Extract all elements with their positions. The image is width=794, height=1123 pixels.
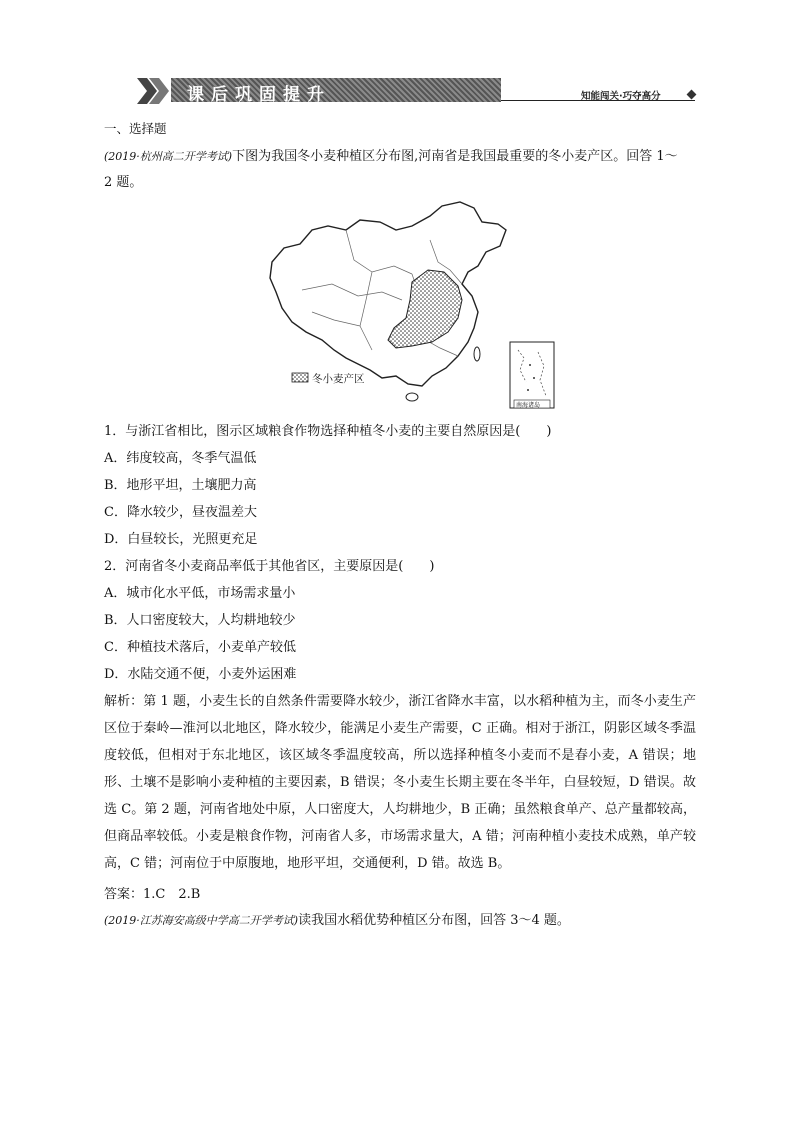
intro-line-2: 2 题。 — [104, 175, 143, 190]
intro-2-text: 读我国水稻优势种植区分布图，回答 3～4 题。 — [298, 913, 570, 928]
question-1-stem: 1．与浙江省相比，图示区域粮食作物选择种植冬小麦的主要自然原因是( ) — [104, 424, 552, 439]
question-2-option-d: D．水陆交通不便，小麦外运困难 — [104, 667, 297, 682]
section-banner — [135, 76, 695, 106]
analysis-paragraph: 解析：第 1 题，小麦生长的自然条件需要降水较少，浙江省降水丰富，以水稻种植为主，而冬小麦生产区位于秦岭—淮河以北地区，降水较少，能满足小麦生产需要，C 正确。相对于浙江，阴影区域冬季温度较低，但相对于东北地区，该区域冬季温度较高，所以选择种植冬小麦而不是春小麦，A 错误；地形、土壤不是影响小麦种植的主要因素，B 错误；冬小麦生长期主要在冬半年，白昼较短，D 错误。故选 C。第 2 题，河南省地处中原，人口密度大，人均耕地少，B 正确；虽然粮食单产、总产量都较高，但商品率较低。小麦是粮食作物，河南省人多，市场需求量大，A 错；河南种植小麦技术成熟，单产较高，C 错；河南位于中原腹地，地形平坦，交通便利，D 错。故选 B。 — [104, 694, 696, 871]
question-2-option-b: B．人口密度较大，人均耕地较少 — [104, 613, 296, 628]
map-svg — [262, 200, 558, 412]
question-1-option-d: D．白昼较长，光照更充足 — [104, 532, 258, 547]
section-heading: 一、选择题 — [104, 121, 167, 136]
answer-line: 答案：1.C 2.B — [104, 887, 201, 902]
banner-title: 课后巩固提升 — [187, 85, 331, 105]
china-winter-wheat-map — [262, 200, 558, 412]
source-citation-2: (2019·江苏海安高级中学高二开学考试) — [104, 914, 299, 927]
intro-text: 下图为我国冬小麦种植区分布图,河南省是我国最重要的冬小麦产区。回答 1～ — [232, 149, 678, 164]
source-citation: (2019·杭州高二开学考试) — [104, 150, 233, 163]
legend-swatch — [292, 373, 308, 382]
question-2-option-c: C．种植技术落后，小麦单产较低 — [104, 640, 296, 655]
question-2-option-a: A．城市化水平低，市场需求量小 — [104, 586, 296, 601]
question-1-option-b: B．地形平坦，土壤肥力高 — [104, 478, 257, 493]
question-1-option-c: C．降水较少，昼夜温差大 — [104, 505, 257, 520]
diamond-icon — [687, 90, 697, 100]
china-outline — [270, 202, 506, 386]
question-1-option-a: A．纬度较高，冬季气温低 — [104, 451, 257, 466]
intro-line-1 — [104, 146, 678, 167]
banner-subtitle: 知能闯关·巧夺高分 — [581, 91, 661, 102]
south-sea-inset — [510, 342, 554, 408]
intro-2-line — [104, 910, 570, 931]
question-2-stem: 2．河南省冬小麦商品率低于其他省区，主要原因是( ) — [104, 559, 435, 574]
inset-label: 南海诸岛 — [516, 402, 541, 409]
legend-label: 冬小麦产区 — [312, 373, 365, 385]
